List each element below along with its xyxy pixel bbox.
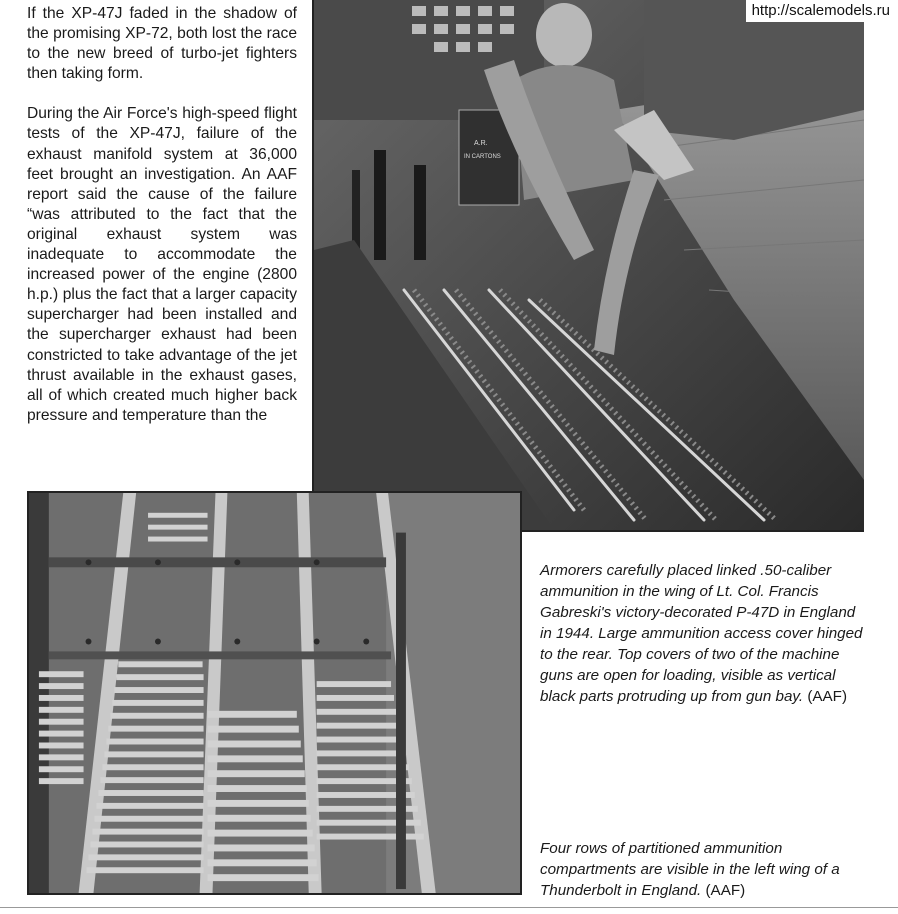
photo-armorers-loading-ammo	[312, 0, 864, 532]
article-paragraph-2: During the Air Force's high-speed flight tests of the XP-47J, failure of the exhaust manifold system at 36,000 feet brought an investigation. An AAF report said the cause of the failure “was attributed to the fact that the original exhaust system was inadequate to accommodate the increased power of the engine (2800 h.p.) plus the fact that a larger capacity supercharger had been installed and the supercharger exhaust had been constricted to take advantage of the jet thrust available in the exhaust gases, all of which created much higher back pressure and temperature than the	[27, 105, 297, 424]
caption-armorers-credit: (AAF)	[803, 688, 847, 705]
ammo-box-label-line2: IN CARTONS	[464, 154, 501, 160]
caption-compartments-text: Four rows of partitioned ammunition compartments are visible in the left wing of a Thunderbolt in England.	[540, 840, 840, 899]
caption-compartments-credit: (AAF)	[701, 882, 746, 899]
photo-compartments-illustration	[29, 493, 520, 893]
ammo-box-label-line1: A.R.	[474, 140, 488, 147]
caption-armorers-text: Armorers carefully placed linked .50-caliber ammunition in the wing of Lt. Col. Francis Gabreski's victory-decorated P-47D in England in 1944. Large ammunition access cover hinged to the rear. Top covers of two of the machine guns are open for loading, visible as vertical black parts protruding up from gun bay.	[540, 562, 863, 705]
photo-armorers-illustration	[314, 0, 864, 530]
source-watermark: http://scalemodels.ru	[746, 0, 894, 22]
article-paragraph-1: If the XP-47J faded in the shadow of the promising XP-72, both lost the race to the new breed of turbo-jet fighters then taking form.	[27, 5, 297, 83]
photo-ammo-compartments	[27, 491, 522, 895]
article-body	[27, 4, 297, 426]
caption-compartments	[540, 838, 870, 901]
caption-armorers	[540, 560, 870, 707]
